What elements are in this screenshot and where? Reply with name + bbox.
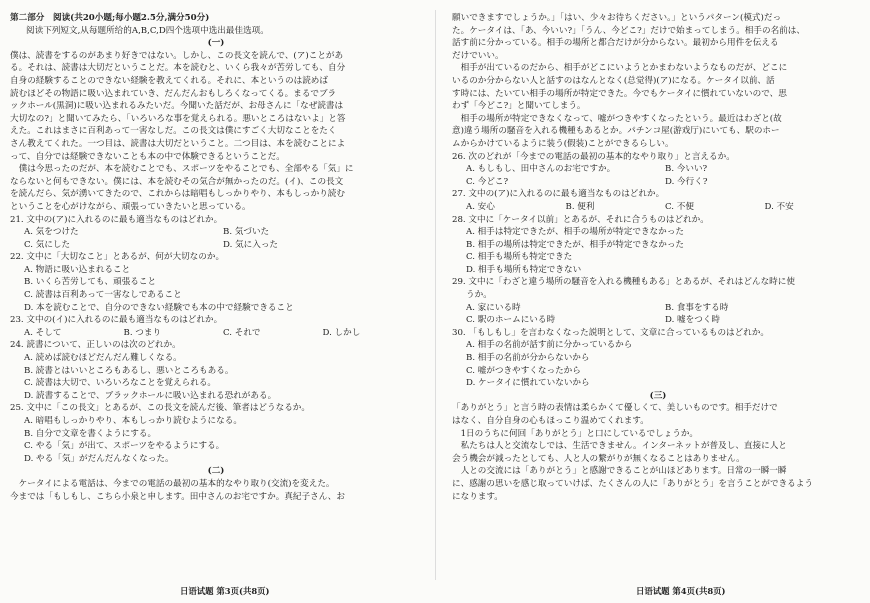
- answer-option: C. 相手も場所も特定できた: [466, 252, 573, 263]
- passage-2-line: 相手の場所が特定できなくなって、嘘がつきやすくなったという。最近はわざと(故: [452, 113, 782, 124]
- passage-1-line: る。それは、読書は大切だということだ。本を読むと、いくら我々が苦労しても、自分: [10, 63, 346, 74]
- passage-2-line: わず「今どこ?」と聞いてしまう。: [452, 101, 586, 112]
- passage-2-line: ケータイによる電話は、今までの電話の最初の基本的なやり取り(交流)を変えた。: [10, 478, 335, 489]
- passage-2: [10, 478, 422, 503]
- answer-option: A. そして: [24, 327, 62, 338]
- question-stem: 27. 文中の(ア)に入れるのに最も適当なものはどれか。: [452, 189, 665, 200]
- answer-option: C. 気にした: [24, 239, 71, 250]
- answer-option: D. 本を読むことで、自分のできない経験でも本の中で経験できること: [24, 302, 294, 313]
- passage-3-line: 会う機会が減ったとしても、人と人の繋がりが無くなることはありません。: [452, 453, 745, 464]
- passage-2-line: 意)違う場所の騒音を入れる機種もあるとか。パチンコ屋(游戏厅)にいても、駅のホー: [452, 126, 780, 137]
- passage-1-line: 読むほどその物語に吸い込まれていき、だんだんおもしろくなってくる。まるでブラ: [10, 88, 337, 99]
- answer-option: A. 物語に吸い込まれること: [24, 264, 131, 275]
- answer-option: B. 自分で文章を書くようにする。: [24, 428, 157, 439]
- answer-options: [452, 163, 864, 188]
- page-footer-left: 日语试题 第3页(共8页): [180, 586, 270, 596]
- answer-option: D. 読書することで、ブラックホールに吸い込まれる恐れがある。: [24, 390, 277, 401]
- question-stem: 26. 次のどれが「今までの電話の最初の基本的なやり取り」と言えるか。: [452, 151, 735, 162]
- answer-option: D. 不安: [764, 201, 794, 212]
- right-column: [452, 12, 864, 503]
- answer-option: A. 安心: [466, 201, 495, 212]
- passage-2-line: た。ケータイは、「あ、今いい?」「うん、今どこ?」だけで始まってしまう。相手の名前は、: [452, 25, 805, 36]
- answer-option: C. 不便: [665, 201, 694, 212]
- passage-2-line: 話す前に分かっている。相手の場所と都合だけが分からない。最初から用件を伝える: [452, 38, 779, 49]
- answer-options: [10, 415, 422, 465]
- passage-3: [452, 402, 864, 503]
- passage-1-line: えた。これはまさに百利あって一害なしだ。この長文は僕にすごく大切なことをたく: [10, 126, 337, 137]
- answer-option: C. やる「気」が出て、スポーツをやるようにする。: [24, 441, 225, 452]
- passage-2-line: 願いできますでしょうか。」「はい、少々お待ちください。」というパターン(模式)だっ: [452, 13, 782, 23]
- passage-3-line: 「ありがとう」と言う時の表情は柔らかくて優しくて、美しいものです。相手だけで: [452, 403, 778, 414]
- question-stem: 29. 文中に「わざと違う場所の騒音を入れる機種もある」とあるが、それはどんな時に使: [452, 277, 795, 288]
- answer-option: B. 今いい?: [665, 164, 708, 175]
- section-3-heading: (三): [649, 390, 667, 401]
- section-1-heading: (一): [207, 38, 225, 49]
- answer-option: B. 便利: [565, 201, 595, 212]
- passage-1-line: 僕は、読書をするのがあまり好きではない。しかし、この長文を読んで、(ア)ことがあ: [10, 50, 344, 61]
- answer-option: D. 気に入った: [223, 239, 279, 250]
- passage-3-line: 1日のうちに何回「ありがとう」と口にしているでしょうか。: [452, 428, 699, 439]
- passage-1-line: 僕は今思ったのだが、本を読むことでも、スポーツをやることでも、全部やる「気」に: [10, 164, 354, 175]
- answer-options: [452, 339, 864, 389]
- answer-option: B. 食事をする時: [665, 302, 729, 313]
- left-column: [10, 12, 422, 503]
- question-stem: 23. 文中の(イ)に入れるのに最も適当なものはどれか。: [10, 315, 223, 326]
- column-divider: [435, 10, 436, 580]
- answer-option: B. つまり: [123, 327, 162, 338]
- answer-option: A. 読めば読むほどだんだん難しくなる。: [24, 353, 182, 364]
- answer-option: D. 今行く?: [665, 176, 708, 187]
- question-stem: 21. 文中の(ア)に入れるのに最も適当なものはどれか。: [10, 214, 223, 225]
- passage-2-continued: [452, 12, 864, 151]
- answer-option: B. 読書とはいいところもあるし、悪いところもある。: [24, 365, 234, 376]
- answer-options: [10, 327, 422, 340]
- passage-1-line: さん教えてくれた。一つ目は、読書は大切だということ。二つ目は、本を読むことによ: [10, 138, 346, 149]
- passage-2-line: 今までは「もしもし、こちら小泉と申します。田中さんのお宅ですか。真紀子さん、お: [10, 491, 345, 502]
- answer-option: B. 気づいた: [223, 227, 270, 238]
- answer-option: A. 相手の名前が話す前に分かっているから: [466, 340, 633, 351]
- question-stem-cont: うか。: [466, 290, 492, 301]
- page-footer-right: 日语试题 第4页(共8页): [636, 586, 726, 596]
- answer-option: B. いくら苦労しても、頑張ること: [24, 277, 157, 288]
- passage-1: [10, 50, 422, 214]
- answer-option: C. 読書は百利あって一害なしであること: [24, 290, 182, 301]
- question-stem: 30. 「もしもし」を言わなくなった説明として、文章に合っているものはどれか。: [452, 327, 770, 338]
- answer-option: D. ケータイに慣れていないから: [466, 378, 590, 389]
- passage-2-line: 相手が出ているのだから、相手がどこにいようとかまわないようなものだが、どこに: [452, 63, 788, 74]
- answer-option: A. 家にいる時: [466, 302, 521, 313]
- passage-2-line: だけでいい。: [452, 50, 504, 61]
- answer-options: [452, 302, 864, 327]
- passage-2-line: ムからかけているように装う(假装)ことができるらしい。: [452, 138, 674, 149]
- answer-option: B. 相手の名前が分からないから: [466, 353, 590, 364]
- passage-1-line: ならないと何もできない。僕には、本を読むその気合が無かったのだ。(イ)、この長文: [10, 176, 344, 187]
- passage-3-line: になります。: [452, 491, 503, 502]
- section-2-heading: (二): [207, 466, 225, 477]
- passage-2-line: いるのか分からない人と話すのはなんとなく(总觉得)(ア)になる。ケータイ以前、話: [452, 75, 775, 86]
- passage-1-line: 自身の経験することのできない経験を教えてくれる。それに、本というのは読めば: [10, 75, 328, 86]
- answer-options: [10, 352, 422, 402]
- passage-1-line: って、自分では経験できないことも本の中で体験できるということだ。: [10, 151, 285, 162]
- answer-option: D. 相手も場所も特定できない: [466, 264, 582, 275]
- answer-option: C. 駅のホームにいる時: [466, 315, 556, 326]
- instruction: 阅读下列短文,从每题所给的A,B,C,D四个选项中选出最佳选项。: [26, 25, 269, 36]
- passage-3-line: 人との交流には「ありがとう」と感謝できることが山ほどあります。日常の一瞬一瞬: [452, 466, 787, 477]
- answer-options: [452, 201, 864, 214]
- answer-option: A. 暗唱もしっかりやり、本もしっかり読むようになる。: [24, 416, 242, 426]
- answer-option: D. しかし: [322, 327, 361, 338]
- answer-option: D. 嘘をつく時: [665, 315, 721, 326]
- answer-option: C. 嘘がつきやすくなったから: [466, 365, 581, 376]
- passage-3-line: はなく、自分自身の心もほっこり温めてくれます。: [452, 416, 649, 426]
- answer-option: D. やる「気」がだんだんなくなった。: [24, 453, 174, 464]
- answer-option: C. 読書は大切で、いろいろなことを覚えられる。: [24, 378, 217, 389]
- question-stem: 22. 文中に「大切なこと」とあるが、何が大切なのか。: [10, 252, 225, 263]
- answer-options: [452, 226, 864, 276]
- answer-option: A. 気をつけた: [24, 227, 79, 238]
- part-header: 第二部分 阅读(共20小题;每小题2.5分,满分50分): [10, 13, 210, 23]
- passage-1-line: ックホール(黒洞)に吸い込まれるみたいだ。今聞いた話だが、お母さんに「なぜ読書は: [10, 101, 344, 112]
- answer-options: [10, 264, 422, 314]
- answer-option: A. もしもし、田中さんのお宅ですか。: [466, 164, 616, 175]
- right-questions: [452, 151, 864, 390]
- passage-3-line: 私たちは人と交流なしでは、生活できません。インターネットが普及し、直接に人と: [452, 441, 787, 452]
- passage-1-line: 大切なの?」と聞いてみたら、「いろいろな事を覚えられる。悪いところはないよ」と答: [10, 113, 346, 124]
- passage-2-line: す時には、たいてい相手の場所が特定できた。今でもケータイに慣れていないので、思: [452, 88, 787, 99]
- answer-options: [10, 226, 422, 251]
- left-questions: [10, 214, 422, 466]
- question-stem: 25. 文中に「この長文」とあるが、この長文を読んだ後、筆者はどうなるか。: [10, 403, 310, 414]
- answer-option: A. 相手は特定できたが、相手の場所が特定できなかった: [466, 227, 684, 238]
- answer-option: C. 今どこ?: [466, 176, 509, 187]
- question-stem: 24. 読書について、正しいのは次のどれか。: [10, 340, 181, 351]
- answer-option: B. 相手の場所は特定できたが、相手が特定できなかった: [466, 239, 685, 250]
- question-stem: 28. 文中に「ケータイ以前」とあるが、それに合うものはどれか。: [452, 214, 709, 225]
- passage-1-line: ということを心がけながら、頑張っていきたいと思っている。: [10, 201, 251, 212]
- passage-1-line: を読んだら、気が湧いてきたので、これからは暗唱もしっかりやり、本もしっかり読む: [10, 189, 345, 200]
- passage-3-line: に、感謝の思いを感じ取っていけば、たくさんの人に「ありがとう」を言うことができるよう: [452, 478, 813, 489]
- answer-option: C. それで: [223, 327, 261, 338]
